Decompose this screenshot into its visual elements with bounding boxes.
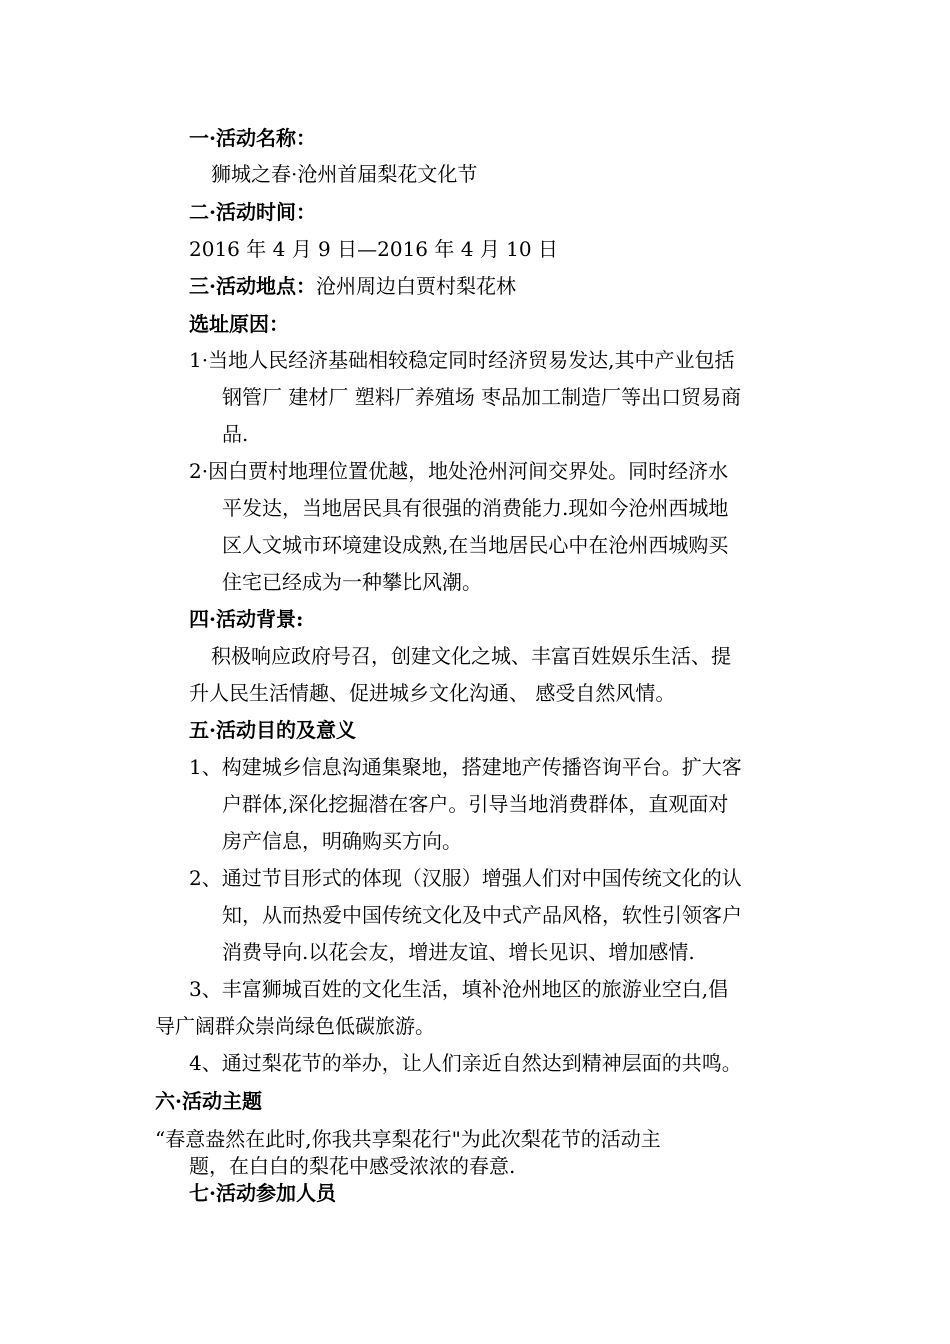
reason2-line-1: 2·因白贾村地理位置优越，地处沧州河间交界处。同时经济水 <box>189 459 729 483</box>
section3-content: 沧州周边白贾村梨花林 <box>315 274 516 298</box>
reason-heading: 选址原因： <box>189 312 289 336</box>
item2-line-3: 消费导向.以花会友，增进友谊、增长见识、增加感情. <box>222 940 695 964</box>
item1-line-1: 1、构建城乡信息沟通集聚地，搭建地产传播咨询平台。扩大客 <box>189 755 742 779</box>
section2-heading: 二·活动时间： <box>189 200 316 224</box>
section3-heading: 三·活动地点： <box>189 274 316 298</box>
section4-heading: 四·活动背景: <box>189 607 304 631</box>
item3-line-1: 3、丰富狮城百姓的文化生活，填补沧州地区的旅游业空白,倡 <box>189 977 729 1001</box>
reason2-line-4: 住宅已经成为一种攀比风潮。 <box>222 570 482 594</box>
section2-content: 2016 年 4 月 9 日—2016 年 4 月 10 日 <box>189 237 558 261</box>
section5-heading: 五·活动目的及意义 <box>189 718 356 742</box>
reason1-line-1: 1·当地人民经济基础相较稳定同时经济贸易发达,其中产业包括 <box>189 348 735 372</box>
item3-line-2: 导广阔群众崇尚绿色低碳旅游。 <box>155 1014 435 1038</box>
section1-heading: 一·活动名称： <box>189 126 316 150</box>
section4-line-1: 积极响应政府号召，创建文化之城、丰富百姓娱乐生活、提 <box>211 644 731 668</box>
section3-line <box>189 274 516 298</box>
item2-line-1: 2、通过节目形式的体现（汉服）增强人们对中国传统文化的认 <box>189 866 742 890</box>
section6-line-2: 题，在白白的梨花中感受浓浓的春意. <box>189 1154 516 1178</box>
reason1-line-3: 品. <box>222 422 249 446</box>
section6-heading: 六·活动主题 <box>155 1089 262 1113</box>
item2-line-2: 知，从而热爱中国传统文化及中式产品风格，软性引领客户 <box>222 903 742 927</box>
section4-line-2: 升人民生活情趣、促进城乡文化沟通、 感受自然风情。 <box>189 681 676 705</box>
item4-line-1: 4、通过梨花节的举办，让人们亲近自然达到精神层面的共鸣。 <box>189 1051 742 1075</box>
reason1-line-2: 钢管厂 建材厂 塑料厂养殖场 枣品加工制造厂等出口贸易商 <box>222 385 742 409</box>
reason2-line-3: 区人文城市环境建设成熟,在当地居民心中在沧州西城购买 <box>222 533 729 557</box>
section1-content: 狮城之春·沧州首届梨花文化节 <box>211 162 478 186</box>
reason2-line-2: 平发达，当地居民具有很强的消费能力.现如今沧州西城地 <box>222 496 729 520</box>
section7-heading: 七·活动参加人员 <box>189 1181 336 1205</box>
item1-line-2: 户群体,深化挖掘潜在客户。引导当地消费群体，直观面对 <box>222 792 729 816</box>
section6-line-1: “春意盎然在此时,你我共享梨花行"为此次梨花节的活动主 <box>155 1127 661 1151</box>
item1-line-3: 房产信息，明确购买方向。 <box>222 829 462 853</box>
